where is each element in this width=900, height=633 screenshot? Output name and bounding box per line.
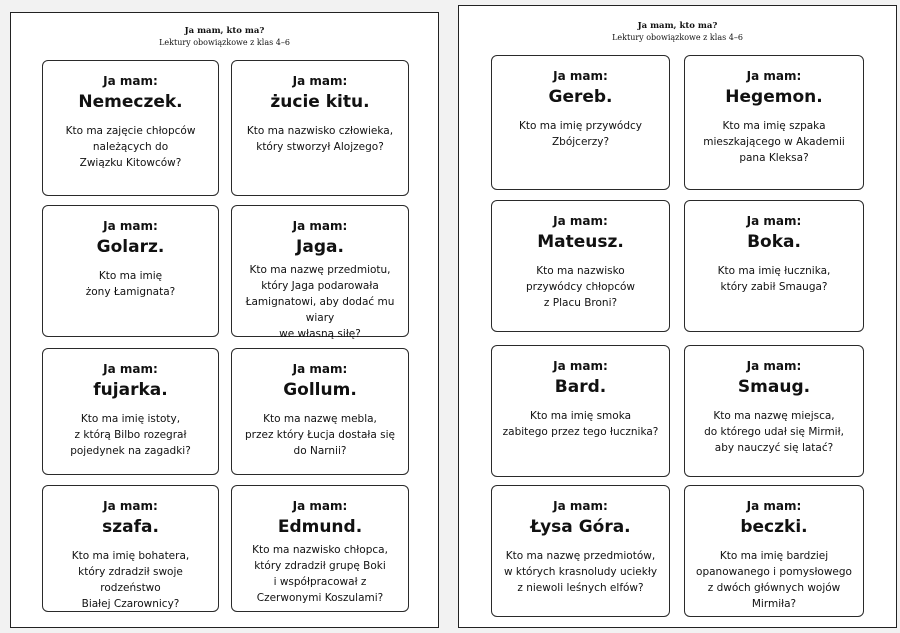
card-answer: fujarka. xyxy=(93,380,168,400)
card-answer: Mateusz. xyxy=(537,232,624,252)
card-answer: Hegemon. xyxy=(725,87,823,107)
card-ihave-label: Ja mam: xyxy=(553,499,608,513)
card-ihave-label: Ja mam: xyxy=(292,74,348,88)
card-ihave-label: Ja mam: xyxy=(553,359,608,373)
worksheet-page-left xyxy=(10,12,439,628)
card-answer: Gollum. xyxy=(283,380,357,400)
card-ihave-label: Ja mam: xyxy=(746,69,802,83)
card-question: Kto ma zajęcie chłopców należących do Związku Kitowców? xyxy=(65,125,196,169)
card-question: Kto ma imię łucznika, który zabił Smauga? xyxy=(717,265,831,293)
card-answer: Edmund. xyxy=(277,517,363,537)
card-answer: Boka. xyxy=(747,232,801,252)
card-answer: beczki. xyxy=(740,517,808,537)
card-lysa-gora xyxy=(491,485,670,617)
card-bard xyxy=(491,345,670,477)
card-ihave-label: Ja mam: xyxy=(746,499,802,513)
card-ihave-label: Ja mam: xyxy=(746,359,802,373)
card-question: Kto ma imię przywódcy Zbójcerzy? xyxy=(519,120,642,148)
card-answer: Jaga. xyxy=(296,237,344,257)
card-ihave-label: Ja mam: xyxy=(553,214,608,228)
card-question: Kto ma imię żony Łamignata? xyxy=(85,270,176,298)
card-smaug xyxy=(684,345,864,477)
card-ihave-label: Ja mam: xyxy=(292,362,348,376)
card-edmund xyxy=(231,485,409,612)
page-header xyxy=(459,20,896,43)
card-ihave-label: Ja mam: xyxy=(292,219,348,233)
card-boka xyxy=(684,200,864,332)
card-answer: Łysa Góra. xyxy=(530,517,631,537)
card-question: Kto ma imię smoka zabitego przez tego łucznika? xyxy=(502,410,659,438)
card-question: Kto ma nazwę przedmiotu, który Jaga podarowała Łamignatowi, aby dodać mu wiary we własną siłę? xyxy=(245,264,395,340)
card-zucie-kitu xyxy=(231,60,409,196)
card-beczki xyxy=(684,485,864,617)
card-answer: Golarz. xyxy=(96,237,165,257)
card-fujarka xyxy=(42,348,219,475)
card-question: Kto ma nazwę mebla, przez który Łucja dostała się do Narnii? xyxy=(244,413,396,457)
card-answer: Nemeczek. xyxy=(78,92,183,112)
card-ihave-label: Ja mam: xyxy=(292,499,348,513)
card-answer: szafa. xyxy=(102,517,159,537)
card-question: Kto ma nazwisko człowieka, który stworzył Alojzego? xyxy=(246,125,394,153)
card-szafa xyxy=(42,485,219,612)
card-gollum xyxy=(231,348,409,475)
card-question: Kto ma imię szpaka mieszkającego w Akademii pana Kleksa? xyxy=(703,120,845,164)
card-answer: Gereb. xyxy=(548,87,613,107)
card-golarz xyxy=(42,205,219,337)
card-nemeczek xyxy=(42,60,219,196)
card-hegemon xyxy=(684,55,864,190)
card-question: Kto ma nazwę przedmiotów, w których krasnoludy uciekły z niewoli leśnych elfów? xyxy=(503,550,658,594)
card-question: Kto ma nazwisko chłopca, który zdradził grupę Boki i współpracował z Czerwonymi Koszulami? xyxy=(252,544,388,604)
page-title: Ja mam, kto ma? xyxy=(184,26,265,36)
card-question: Kto ma nazwisko przywódcy chłopców z Placu Broni? xyxy=(526,265,635,309)
page-subtitle: Lektury obowiązkowe z klas 4–6 xyxy=(159,38,290,47)
card-answer: Bard. xyxy=(554,377,607,397)
worksheet-page-right xyxy=(458,5,897,628)
card-question: Kto ma imię bohatera, który zdradził swoje rodzeństwo Białej Czarownicy? xyxy=(71,550,190,610)
card-mateusz xyxy=(491,200,670,332)
card-answer: żucie kitu. xyxy=(270,92,370,112)
card-ihave-label: Ja mam: xyxy=(103,74,158,88)
card-answer: Smaug. xyxy=(737,377,811,397)
card-question: Kto ma imię bardziej opanowanego i pomysłowego z dwóch głównych wojów Mirmiła? xyxy=(696,550,852,610)
card-gereb xyxy=(491,55,670,190)
page-subtitle: Lektury obowiązkowe z klas 4–6 xyxy=(612,33,743,42)
card-ihave-label: Ja mam: xyxy=(553,69,608,83)
card-question: Kto ma imię istoty, z którą Bilbo rozegrał pojedynek na zagadki? xyxy=(70,413,191,457)
card-ihave-label: Ja mam: xyxy=(103,219,158,233)
card-ihave-label: Ja mam: xyxy=(103,362,158,376)
page-header xyxy=(11,25,438,48)
page-title: Ja mam, kto ma? xyxy=(637,21,718,31)
card-ihave-label: Ja mam: xyxy=(103,499,158,513)
card-ihave-label: Ja mam: xyxy=(746,214,802,228)
card-jaga xyxy=(231,205,409,340)
card-question: Kto ma nazwę miejsca, do którego udał się Mirmił, aby nauczyć się latać? xyxy=(704,410,844,454)
